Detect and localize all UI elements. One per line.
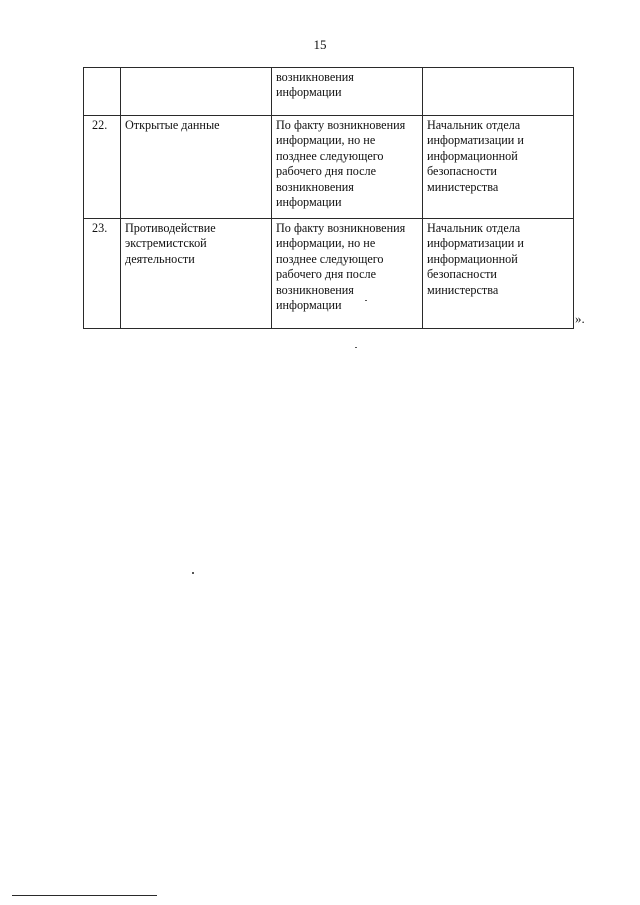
- cell-line: экстремистской: [125, 236, 207, 251]
- cell-line: Открытые данные: [125, 118, 220, 132]
- cell-line: информации, но не: [276, 236, 376, 251]
- responsible-cell: [423, 116, 574, 219]
- cell-line: Начальник отдела: [427, 221, 521, 235]
- cell-line: информационной: [427, 251, 518, 266]
- responsible-cell: [423, 68, 574, 116]
- table-row: [84, 219, 574, 329]
- row-number-cell: 23.: [84, 219, 121, 329]
- deadline-cell: [272, 68, 423, 116]
- deadline-cell: [272, 219, 423, 329]
- cell-line: информационной: [427, 148, 518, 163]
- row-number-cell: [84, 68, 121, 116]
- page-number: 15: [313, 37, 327, 52]
- cell-line: информации: [276, 85, 342, 100]
- row-number-cell: 22.: [84, 116, 121, 219]
- cell-line: По факту возникновения: [276, 118, 406, 132]
- scan-speck: [365, 300, 367, 301]
- cell-line: возникновения: [276, 70, 354, 84]
- title-cell: [121, 116, 272, 219]
- scan-speck: [355, 347, 357, 348]
- cell-line: информатизации и: [427, 236, 524, 251]
- scan-speck: [192, 572, 194, 574]
- cell-line: Противодействие: [125, 221, 216, 235]
- cell-line: позднее следующего: [276, 148, 384, 163]
- cell-line: деятельности: [125, 251, 195, 266]
- cell-line: безопасности: [427, 164, 497, 179]
- data-table: [83, 67, 574, 329]
- cell-line: безопасности: [427, 267, 497, 282]
- title-cell: [121, 219, 272, 329]
- cell-line: позднее следующего: [276, 251, 384, 266]
- cell-line: возникновения: [276, 179, 354, 194]
- cell-line: информации: [276, 195, 342, 210]
- cell-line: рабочего дня после: [276, 267, 377, 282]
- table-row: [84, 116, 574, 219]
- cell-line: информации, но не: [276, 133, 376, 148]
- cell-line: возникновения: [276, 282, 354, 297]
- cell-line: Начальник отдела: [427, 118, 521, 132]
- cell-line: министерства: [427, 179, 499, 194]
- cell-line: министерства: [427, 282, 499, 297]
- closing-quote-mark: ».: [575, 311, 585, 326]
- cell-line: рабочего дня после: [276, 164, 377, 179]
- cell-line: информатизации и: [427, 133, 524, 148]
- table-row: [84, 68, 574, 116]
- cell-line: информации: [276, 298, 342, 313]
- deadline-cell: [272, 116, 423, 219]
- responsible-cell: [423, 219, 574, 329]
- footer-rule: [12, 895, 157, 896]
- title-cell: [121, 68, 272, 116]
- cell-line: По факту возникновения: [276, 221, 406, 235]
